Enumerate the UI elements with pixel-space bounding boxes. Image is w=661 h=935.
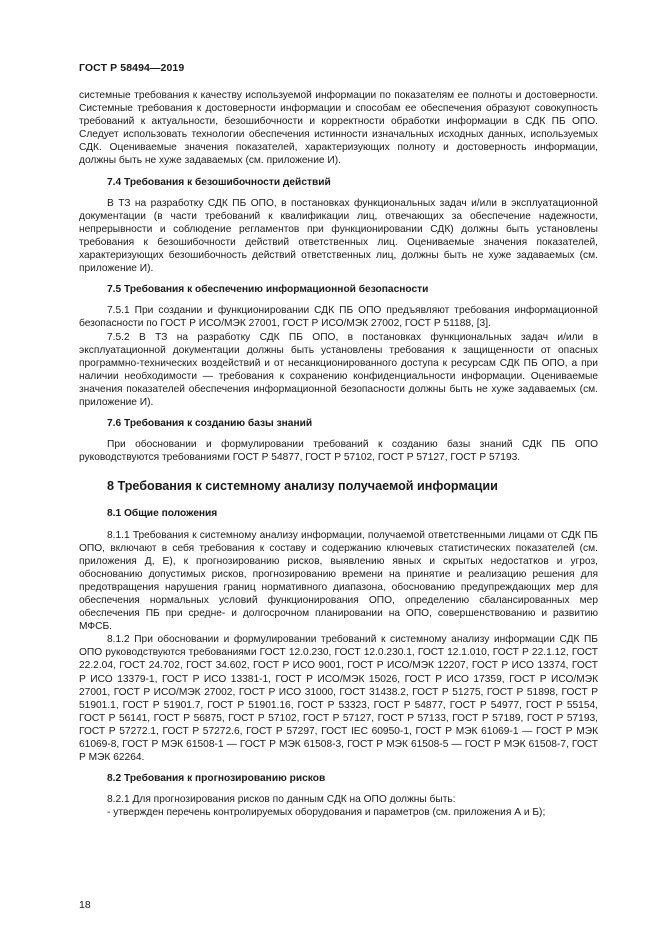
paragraph-8-2-1: 8.2.1 Для прогнозирования рисков по данным СДК на ОПО должны быть: [107, 794, 456, 806]
document-body [79, 89, 598, 820]
paragraph-8-1-1: 8.1.1 Требования к системному анализу информации, получаемой ответственными лицами от СДК ПБ ОПО, включают в себя требования к составу и содержанию ключевых статистических показателей (см. приложения Д, Е), к прогнозированию рисков, выявлению явных и скрытых недостатков и угроз, обоснованию допустимых рисков, прогнозированию времени на принятие и реализацию решения для предотвращения нарушения границ нормативного диапазона, обоснованию предупреждающих мер для обеспечения нормальных условий функционирования ОПО, определению сбалансированных мер обеспечения ПБ при средне- и долгосрочном планировании на ОПО, совершенствованию и развитию МФСБ. [79, 529, 598, 633]
paragraph-8-1-2: 8.1.2 При обосновании и формулировании требований к системному анализу информации СДК ПБ ОПО руководствуются требованиями ГОСТ 12.0.230, ГОСТ 12.0.230.1, ГОСТ 12.1.010, ГОСТ Р 22.1.12, ГОСТ 22.2.04, ГОСТ 24.702, ГОСТ 34.602, ГОСТ Р ИСО 9001, ГОСТ Р ИСО/МЭК 12207, ГОСТ Р ИСО 13374, ГОСТ Р ИСО 13379-1, ГОСТ Р ИСО 13381-1, ГОСТ Р ИСО/МЭК 15026, ГОСТ Р ИСО 17359, ГОСТ Р ИСО/МЭК 27001, ГОСТ Р ИСО/МЭК 27002, ГОСТ Р ИСО 31000, ГОСТ 31438.2, ГОСТ Р 51275, ГОСТ Р 51898, ГОСТ Р 51901.1, ГОСТ Р 51901.7, ГОСТ Р 51901.16, ГОСТ Р 53323, ГОСТ Р 54877, ГОСТ Р 54977, ГОСТ Р 55154, ГОСТ Р 56141, ГОСТ Р 56875, ГОСТ Р 57102, ГОСТ Р 57127, ГОСТ Р 57133, ГОСТ Р 57189, ГОСТ Р 57193, ГОСТ Р 57272.1, ГОСТ Р 57272.6, ГОСТ Р 57297, ГОСТ IEC 60950-1, ГОСТ Р МЭК 61069-1 — ГОСТ Р МЭК 61069-8, ГОСТ Р МЭК 61508-1 — ГОСТ Р МЭК 61508-3, ГОСТ Р МЭК 61508-5 — ГОСТ Р МЭК 61508-7, ГОСТ Р МЭК 62264. [79, 634, 598, 764]
paragraph-7-4: В ТЗ на разработку СДК ПБ ОПО, в постановках функциональных задач и/или в эксплуатационной документации (в части требований к квалификации лиц, отвечающих за обеспечение надежности, непрерывности и соблюдение регламентов при функционировании СДК) должны быть установлены требования к безошибочности действий ответственных лиц. Оцениваемые значения показателей, характеризующих безошибочность действий ответственных лиц, должны быть не хуже задаваемых (см. приложение И). [79, 197, 598, 275]
paragraph-7-5-1: 7.5.1 При создании и функционировании СДК ПБ ОПО предъявляют требования информационной безопасности по ГОСТ Р ИСО/МЭК 27001, ГОСТ Р ИСО/МЭК 27002, ГОСТ Р 51188, [3]. [79, 305, 598, 330]
heading-8-2: 8.2 Требования к прогнозированию рисков [107, 773, 326, 785]
list-item: - утвержден перечень контролируемых оборудования и параметров (см. приложения А и Б); [107, 807, 546, 819]
page-number: 18 [79, 899, 91, 911]
heading-7-5: 7.5 Требования к обеспечению информационной безопасности [107, 284, 429, 296]
document-header: ГОСТ Р 58494—2019 [79, 62, 185, 74]
paragraph-intro: системные требования к качеству используемой информации по показателям ее полноты и достоверности. Системные требования к достоверности информации и способам ее обеспечения образуют совокупность требований к актуальности, безошибочности и корректности обработки информации в СДК ПБ ОПО. Следует использовать технологии обеспечения истинности изначальных исходных данных, используемых СДК. Оцениваемые значения показателей, характеризующих полноту и достоверность информации, должны быть не хуже задаваемых (см. приложение И). [79, 90, 598, 167]
heading-section-8: 8 Требования к системному анализу получаемой информации [107, 479, 498, 494]
heading-7-6: 7.6 Требования к созданию базы знаний [107, 418, 313, 430]
paragraph-7-6: При обосновании и формулировании требований к созданию базы знаний СДК ПБ ОПО руководствуются требованиями ГОСТ Р 54877, ГОСТ Р 57102, ГОСТ Р 57127, ГОСТ Р 57193. [79, 439, 598, 464]
heading-7-4: 7.4 Требования к безошибочности действий [107, 176, 331, 188]
heading-8-1: 8.1 Общие положения [107, 508, 218, 520]
paragraph-7-5-2: 7.5.2 В ТЗ на разработку СДК ПБ ОПО, в постановках функциональных задач и/или в эксплуатационной документации должны быть установлены требования к защищенности от опасных программно-технических воздействий и от несанкционированного доступа к ресурсам СДК ПБ ОПО, а при наличии необходимости — требования к сохранению конфиденциальности информации. Оцениваемые значения показателей обеспечения информационной безопасности должны быть не хуже задаваемых (см. приложение И). [79, 331, 598, 408]
